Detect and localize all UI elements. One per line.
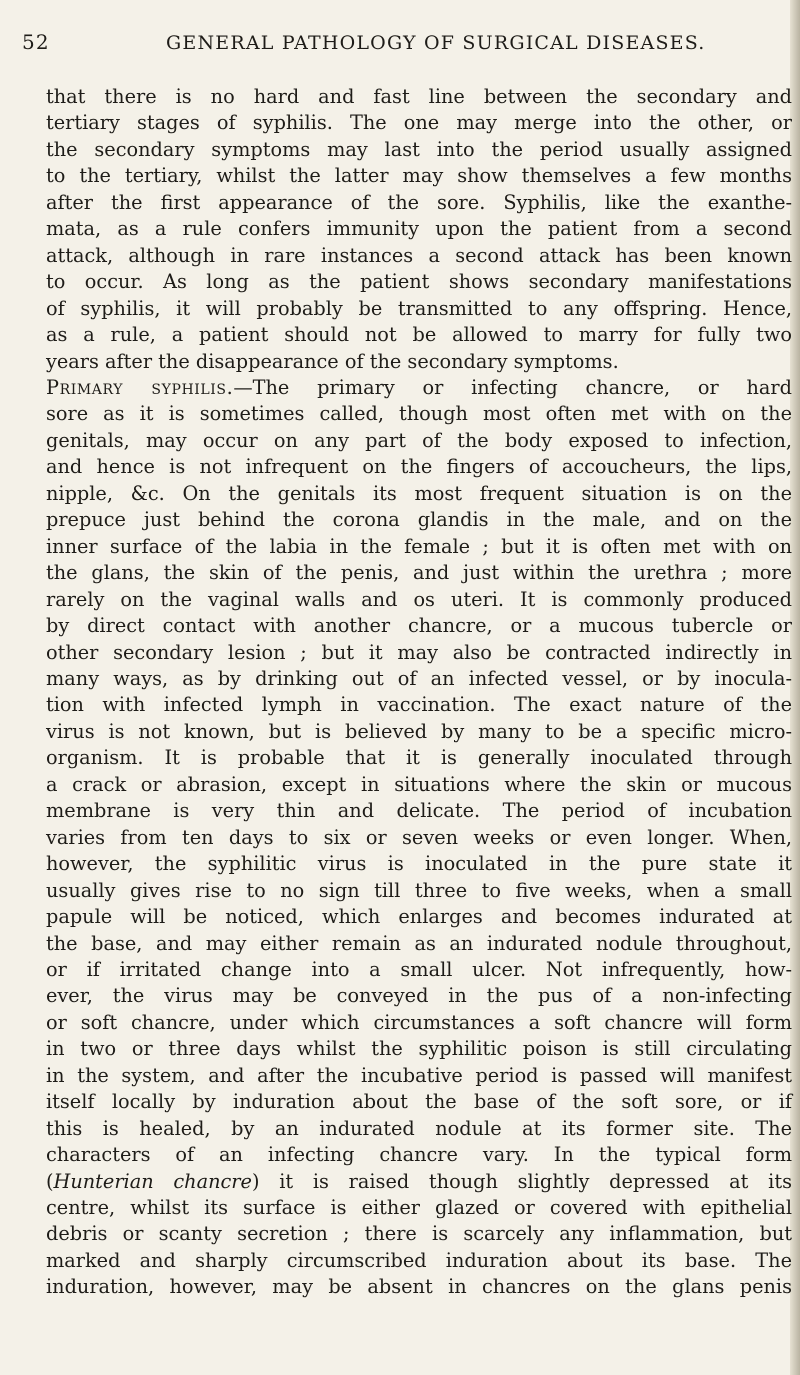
text-line-41: characters of an infecting chancre vary. In the typical form xyxy=(46,1143,792,1167)
text-line-42-hunterian xyxy=(46,1169,792,1195)
text-line-27: a crack or abrasion, except in situations where the skin or mucous xyxy=(46,772,792,796)
text-line-28: membrane is very thin and delicate. The period of incubation xyxy=(46,799,792,823)
running-title: GENERAL PATHOLOGY OF SURGICAL DISEASES. xyxy=(166,32,706,54)
text-line-36: or soft chancre, under which circumstances a soft chancre will form xyxy=(46,1010,792,1034)
text-line-10: as a rule, a patient should not be allowed to marry for fully two xyxy=(46,323,792,347)
text-line-25: virus is not known, but is believed by many to be a specific micro- xyxy=(46,719,792,743)
text-line-3: the secondary symptoms may last into the period usually assigned xyxy=(46,137,792,161)
text-line-29: varies from ten days to six or seven weeks or even longer. When, xyxy=(46,825,792,849)
text-line-35: ever, the virus may be conveyed in the pus of a non-infecting xyxy=(46,984,792,1008)
text-line-22: other secondary lesion ; but it may also be contracted indirectly in xyxy=(46,640,792,664)
text-line-13: sore as it is sometimes called, though most often met with on the xyxy=(46,402,792,426)
text-line-43: centre, whilst its surface is either glazed or covered with epithelial xyxy=(46,1196,792,1220)
text-line-46: induration, however, may be absent in chancres on the glans penis xyxy=(46,1275,792,1299)
text-line-8: to occur. As long as the patient shows secondary manifestations xyxy=(46,270,792,294)
text-line-23: many ways, as by drinking out of an infected vessel, or by inocula- xyxy=(46,666,792,690)
text-line-30: however, the syphilitic virus is inoculated in the pure state it xyxy=(46,852,792,876)
text-line-37: in two or three days whilst the syphilitic poison is still circulating xyxy=(46,1037,792,1061)
page-number: 52 xyxy=(22,30,50,54)
text-line-6: mata, as a rule confers immunity upon the patient from a second xyxy=(46,217,792,241)
text-line-32: papule will be noticed, which enlarges and becomes indurated at xyxy=(46,905,792,929)
page-header xyxy=(22,30,782,54)
text-line-2: tertiary stages of syphilis. The one may merge into the other, or xyxy=(46,111,792,135)
text-line-20: rarely on the vaginal walls and os uteri. It is commonly produced xyxy=(46,587,792,611)
text-line-45: marked and sharply circumscribed induration about its base. The xyxy=(46,1248,792,1272)
text-line-4: to the tertiary, whilst the latter may show themselves a few months xyxy=(46,164,792,188)
text-line-39: itself locally by induration about the base of the soft sore, or if xyxy=(46,1090,792,1114)
text-line-11: years after the disappearance of the secondary symptoms. xyxy=(46,349,619,373)
text-line-9: of syphilis, it will probably be transmitted to any offspring. Hence, xyxy=(46,296,792,320)
primary-syphilis-line-text: —The primary or infecting chancre, or hard xyxy=(233,375,792,399)
text-line-1: that there is no hard and fast line between the secondary and xyxy=(46,85,792,108)
text-line-44: debris or scanty secretion ; there is scarcely any inflammation, but xyxy=(46,1222,792,1246)
text-line-15: and hence is not infrequent on the fingers of accoucheurs, the lips, xyxy=(46,455,792,479)
text-line-5: after the first appearance of the sore. Syphilis, like the exanthe- xyxy=(46,190,792,214)
text-line-33: the base, and may either remain as an indurated nodule throughout, xyxy=(46,931,792,955)
text-line-21: by direct contact with another chancre, or a mucous tubercle or xyxy=(46,614,792,638)
text-line-19: the glans, the skin of the penis, and just within the urethra ; more xyxy=(46,561,792,585)
hunterian-line-text: ) it is raised though slightly depressed at its xyxy=(251,1169,792,1193)
hunterian-chancre-term: Hunterian chancre xyxy=(53,1169,252,1193)
text-line-31: usually gives rise to no sign till three to five weeks, when a small xyxy=(46,878,792,902)
text-line-34: or if irritated change into a small ulcer. Not infrequently, how- xyxy=(46,957,792,981)
text-line-12-primary-syphilis xyxy=(46,375,792,401)
text-line-14: genitals, may occur on any part of the body exposed to infection, xyxy=(46,428,792,452)
body-text xyxy=(46,84,792,1301)
text-line-24: tion with infected lymph in vaccination. The exact nature of the xyxy=(46,693,792,717)
section-heading-primary-syphilis: Primary syphilis. xyxy=(46,375,234,399)
text-line-7: attack, although in rare instances a second attack has been known xyxy=(46,243,792,267)
text-line-18: inner surface of the labia in the female ; but it is often met with on xyxy=(46,534,792,558)
text-line-16: nipple, &c. On the genitals its most frequent situation is on the xyxy=(46,481,792,505)
text-line-40: this is healed, by an indurated nodule at its former site. The xyxy=(46,1116,792,1140)
text-line-26: organism. It is probable that it is generally inoculated through xyxy=(46,746,792,770)
text-line-17: prepuce just behind the corona glandis in the male, and on the xyxy=(46,508,792,532)
text-line-38: in the system, and after the incubative period is passed will manifest xyxy=(46,1063,792,1087)
hunterian-open-paren: ( xyxy=(46,1169,54,1193)
